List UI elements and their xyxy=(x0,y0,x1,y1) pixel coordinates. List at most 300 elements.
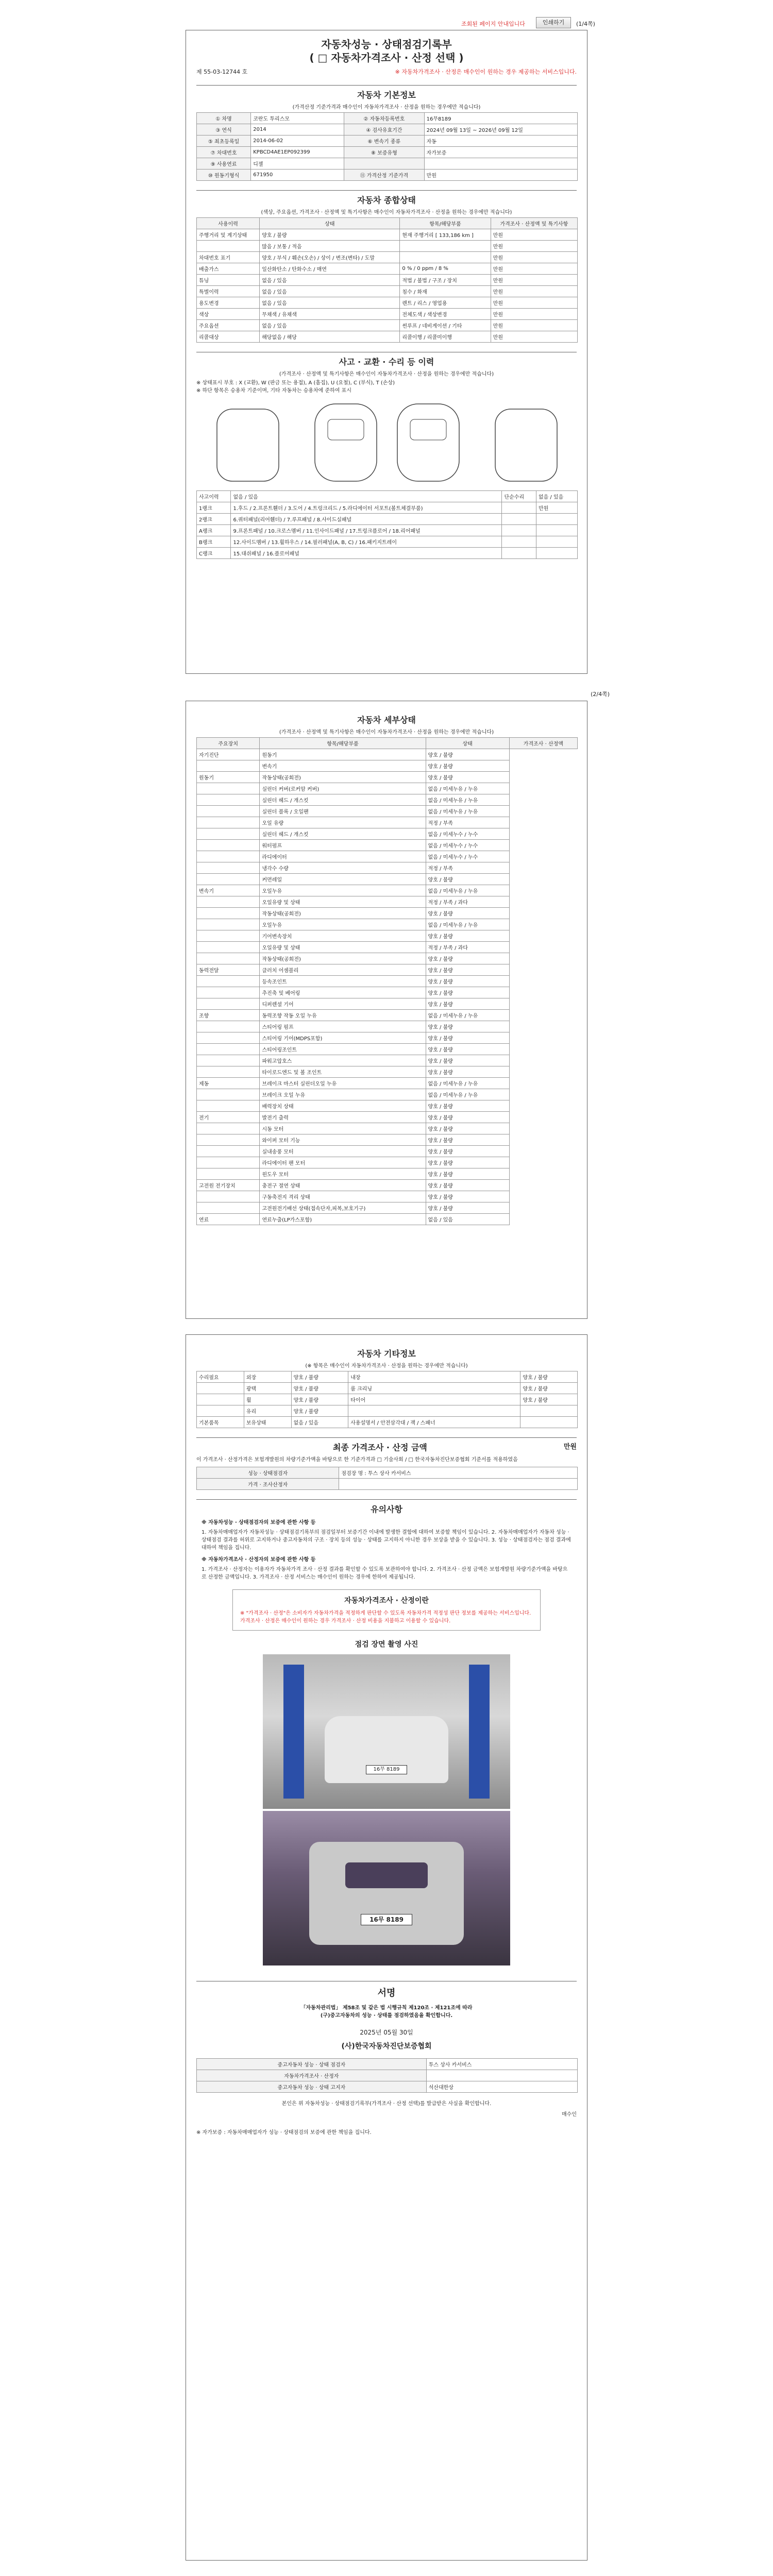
accident-row-cell: C랭크 xyxy=(197,548,231,559)
basic-info-row-cell: 16무8189 xyxy=(424,113,577,124)
car-top-front xyxy=(315,404,377,481)
summary-row-cell: 색상 xyxy=(197,309,260,320)
detail-row-cell: 양호 / 불량 xyxy=(426,1066,509,1078)
lift-post-left xyxy=(283,1665,304,1799)
detail-row-cell: 없음 / 미세누유 / 누유 xyxy=(426,794,509,806)
basic-info-row-cell: ⑤ 최초등록일 xyxy=(197,135,251,147)
print-button[interactable]: 인쇄하기 xyxy=(536,17,571,28)
accident-row-cell xyxy=(536,536,577,548)
detail-row-cell xyxy=(197,1168,260,1180)
detail-row-cell: 양호 / 불량 xyxy=(426,772,509,783)
other-info-row-cell: 유리 xyxy=(244,1405,291,1417)
other-info-row-cell: 기본품목 xyxy=(197,1417,244,1428)
top-toolbar xyxy=(0,15,773,30)
detail-row-cell xyxy=(197,930,260,942)
detail-row xyxy=(197,1078,578,1089)
basic-info-row-cell: ⑨ 사용연료 xyxy=(197,158,251,170)
detail-row-cell: 조향 xyxy=(197,1010,260,1021)
detail-row-cell: 양호 / 불량 xyxy=(426,1168,509,1180)
price-title xyxy=(196,1437,577,1453)
detail-row xyxy=(197,862,578,874)
basic-info-row-cell: ⑩ 원동기형식 xyxy=(197,170,251,181)
accident-row-cell xyxy=(536,514,577,525)
basic-info-row-cell: 2014-06-02 xyxy=(251,135,344,147)
report-page-2 xyxy=(186,691,610,1319)
accident-row-cell: 15.대쉬패널 / 16.플로어패널 xyxy=(231,548,502,559)
summary-row-cell: 해당없음 / 해당 xyxy=(260,331,400,343)
summary-row-cell: 렌트 / 리스 / 영업용 xyxy=(400,297,491,309)
accident-row-cell xyxy=(502,548,536,559)
detail-row-cell: 적정 / 부족 xyxy=(426,862,509,874)
inspection-photo-front xyxy=(263,1654,510,1809)
detail-row xyxy=(197,783,578,794)
detail-row-cell: 스티어링 기어(MDPS포함) xyxy=(260,1032,426,1044)
column-header: 상태 xyxy=(260,218,400,229)
basic-info-row-cell: 자가보증 xyxy=(424,147,577,158)
detail-row-cell: 원동기 xyxy=(197,772,260,783)
basic-info-row-cell: ⑦ 차대번호 xyxy=(197,147,251,158)
detail-row xyxy=(197,1180,578,1191)
detail-row-cell: 양호 / 불량 xyxy=(426,1157,509,1168)
detail-row-cell: 양호 / 불량 xyxy=(426,953,509,964)
detail-row-cell xyxy=(197,806,260,817)
detail-row-cell xyxy=(197,828,260,840)
detail-row xyxy=(197,1100,578,1112)
basic-info-row-cell xyxy=(344,158,425,170)
accident-row-cell: 단순수리 xyxy=(502,491,536,502)
summary-table xyxy=(196,217,578,343)
price-title-text: 최종 가격조사 · 산정 금액 xyxy=(332,1443,427,1452)
summary-row-cell: 일산화탄소 / 탄화수소 / 매연 xyxy=(260,263,400,275)
price-unit: 만원 xyxy=(563,1443,577,1451)
basic-info-row-cell: 2024년 09월 13일 ~ 2026년 09월 12일 xyxy=(424,124,577,135)
doc-note: ※ 자동차가격조사 · 산정은 매수인이 원하는 경우 제공하는 서비스입니다. xyxy=(395,69,577,75)
accident-row xyxy=(197,548,578,559)
detail-row-cell xyxy=(197,942,260,953)
accident-row-cell xyxy=(502,525,536,536)
detail-row xyxy=(197,806,578,817)
basic-info-row-cell: 만원 xyxy=(424,170,577,181)
detail-row xyxy=(197,885,578,896)
detail-row-cell xyxy=(197,1146,260,1157)
summary-row-cell: 만원 xyxy=(491,331,577,343)
detail-row xyxy=(197,908,578,919)
summary-row-cell xyxy=(400,252,491,263)
detail-row-cell: 실린더 헤드 / 개스킷 xyxy=(260,828,426,840)
detail-row-cell: 없음 / 미세누유 / 누유 xyxy=(426,783,509,794)
detail-row xyxy=(197,1123,578,1134)
detail-row-cell: 파워고압호스 xyxy=(260,1055,426,1066)
price-row-cell: 성능 · 상태점검자 xyxy=(197,1467,339,1479)
summary-row-cell: 만원 xyxy=(491,275,577,286)
other-info-table xyxy=(196,1371,578,1428)
sign-date: 2025년 05월 30일 xyxy=(360,2029,413,2036)
detail-row-cell xyxy=(197,783,260,794)
notice-heading-1: ※ 자동차성능 · 상태점검자의 보증에 관한 사항 등 xyxy=(201,1520,316,1526)
other-info-row xyxy=(197,1383,578,1394)
other-info-row-cell: 양호 / 불량 xyxy=(520,1371,578,1383)
car-side-left xyxy=(217,409,279,481)
detail-row-cell: 시동 모터 xyxy=(260,1123,426,1134)
buyer-label: 매수인 xyxy=(562,2112,577,2117)
detail-row-cell: 실린더 블록 / 오일팬 xyxy=(260,806,426,817)
summary-row-cell: 주요옵션 xyxy=(197,320,260,331)
car-rear-body xyxy=(309,1842,464,1945)
detail-title: 자동차 세부상태 xyxy=(357,715,416,725)
detail-row xyxy=(197,896,578,908)
accident-row xyxy=(197,502,578,514)
lift-post-right xyxy=(469,1665,490,1799)
doc-no-value: 55-03-12744 xyxy=(204,69,241,75)
summary-row-cell: 무채색 / 유채색 xyxy=(260,309,400,320)
detail-row-cell xyxy=(197,953,260,964)
price-row xyxy=(197,1479,578,1490)
other-info-row-cell: 양호 / 불량 xyxy=(291,1394,348,1405)
detail-row-cell: 없음 / 미세누유 / 누유 xyxy=(426,1078,509,1089)
detail-row-cell xyxy=(197,760,260,772)
other-info-row-cell: 광택 xyxy=(244,1383,291,1394)
detail-row-cell xyxy=(197,1100,260,1112)
detail-row-cell: 제동 xyxy=(197,1078,260,1089)
notice-title: 유의사항 xyxy=(196,1499,577,1515)
notice-block-1 xyxy=(201,1519,572,1552)
other-info-row-cell: 타이어 xyxy=(348,1394,520,1405)
other-info-row xyxy=(197,1394,578,1405)
report-page-1 xyxy=(186,30,587,674)
summary-row xyxy=(197,275,578,286)
basic-info-row xyxy=(197,135,578,147)
doc-number-row xyxy=(196,67,577,76)
other-info-row-cell: 내장 xyxy=(348,1371,520,1383)
info-title: 자동차가격조사 · 산정이란 xyxy=(344,1597,429,1605)
summary-row xyxy=(197,331,578,343)
detail-row-cell xyxy=(197,874,260,885)
detail-row xyxy=(197,1112,578,1123)
sign-row-cell: 석산대한상 xyxy=(426,2081,577,2093)
other-info-row-cell: 수리필요 xyxy=(197,1371,244,1383)
detail-row-cell xyxy=(197,987,260,998)
detail-row-cell: 기어변속장치 xyxy=(260,930,426,942)
detail-row-cell: 변속기 xyxy=(197,885,260,896)
detail-note: (가격조사 · 산정액 및 특기사항은 매수인이 자동차가격조사 · 산정을 원하는 경우에만 적습니다) xyxy=(279,730,494,735)
other-info-row-cell: 양호 / 불량 xyxy=(291,1371,348,1383)
accident-row-cell: 없음 / 있음 xyxy=(536,491,577,502)
notice-block-2 xyxy=(201,1556,572,1581)
detail-row-cell xyxy=(197,919,260,930)
summary-row-cell: 만원 xyxy=(491,229,577,241)
price-note: 이 가격조사 · 산정가격은 보험개발원의 차량기준가액을 바탕으로 한 기준가격과 □ 기술사회 / □ 한국자동차진단보증협회 기준서를 적용하였음 xyxy=(196,1457,518,1463)
detail-row-cell: 없음 / 미세누유 / 누유 xyxy=(426,1010,509,1021)
inspection-photo-rear xyxy=(263,1811,510,1965)
detail-row-cell: 작동상태(공회전) xyxy=(260,772,426,783)
detail-row-cell xyxy=(197,1191,260,1202)
other-info-row xyxy=(197,1417,578,1428)
summary-row-cell: 만원 xyxy=(491,286,577,297)
basic-info-row-cell xyxy=(424,158,577,170)
report-title-sub: ( □ 자동차가격조사 · 산정 선택 ) xyxy=(309,52,464,64)
column-header: 항목/해당부품 xyxy=(260,738,426,749)
detail-row-cell: 양호 / 불량 xyxy=(426,976,509,987)
detail-row-cell: 연료 xyxy=(197,1214,260,1225)
other-info-row xyxy=(197,1405,578,1417)
car-windshield xyxy=(328,419,364,440)
page-notice: 조회된 페이지 안내입니다 xyxy=(461,21,525,27)
detail-row xyxy=(197,874,578,885)
summary-row-cell: 없음 / 있음 xyxy=(260,275,400,286)
detail-row-cell xyxy=(197,1066,260,1078)
detail-row-cell xyxy=(197,851,260,862)
doc-no-label: 제 xyxy=(196,69,202,75)
summary-row-cell: 전체도색 / 색상변경 xyxy=(400,309,491,320)
detail-row xyxy=(197,1146,578,1157)
detail-row xyxy=(197,1021,578,1032)
license-plate-rear: 16무 8189 xyxy=(361,1914,412,1925)
detail-row-cell: 클러치 어셈블리 xyxy=(260,964,426,976)
column-header: 항목/해당부품 xyxy=(400,218,491,229)
summary-row-cell: 만원 xyxy=(491,252,577,263)
other-info-row-cell: 외장 xyxy=(244,1371,291,1383)
summary-row xyxy=(197,229,578,241)
detail-row xyxy=(197,964,578,976)
detail-row-cell xyxy=(197,1157,260,1168)
detail-row-cell: 적정 / 부족 xyxy=(426,817,509,828)
detail-row-cell: 오일누유 xyxy=(260,885,426,896)
summary-row xyxy=(197,297,578,309)
detail-row-cell: 동력전달 xyxy=(197,964,260,976)
car-outline-svg xyxy=(196,399,578,486)
other-info-row-cell xyxy=(348,1405,520,1417)
summary-row-cell: 튜닝 xyxy=(197,275,260,286)
detail-row-cell: 양호 / 불량 xyxy=(426,1191,509,1202)
detail-row-cell: 충전구 절연 상태 xyxy=(260,1180,426,1191)
detail-row xyxy=(197,1168,578,1180)
summary-row xyxy=(197,263,578,275)
detail-row-cell: 스티어링 펌프 xyxy=(260,1021,426,1032)
accident-row-cell: 12.사이드멤버 / 13.휠하우스 / 14.필러패널(A, B, C) / 16.패키지트레이 xyxy=(231,536,502,548)
notice-heading-2: ※ 자동차가격조사 · 산정자의 보증에 관한 사항 등 xyxy=(201,1557,316,1563)
summary-row xyxy=(197,286,578,297)
basic-info-row-cell: ③ 연식 xyxy=(197,124,251,135)
accident-row-cell: 2랭크 xyxy=(197,514,231,525)
accident-row-cell: 사고이력 xyxy=(197,491,231,502)
detail-row-cell: 양호 / 불량 xyxy=(426,760,509,772)
accident-legend xyxy=(196,379,577,395)
detail-row xyxy=(197,1157,578,1168)
summary-row-cell xyxy=(197,241,260,252)
other-info-row-cell xyxy=(520,1417,578,1428)
detail-row-cell xyxy=(197,1123,260,1134)
detail-row-cell: 고전원전기배선 상태(접속단자,피복,보호기구) xyxy=(260,1202,426,1214)
detail-row xyxy=(197,851,578,862)
accident-row-cell: 9.프론트패널 / 10.크로스멤버 / 11.인사이드패널 / 17.트렁크플로어 / 18.리어패널 xyxy=(231,525,502,536)
detail-row-cell: 양호 / 불량 xyxy=(426,1180,509,1191)
sign-row xyxy=(197,2081,578,2093)
detail-row-cell: 양호 / 불량 xyxy=(426,964,509,976)
summary-row-cell: 없음 / 있음 xyxy=(260,320,400,331)
report-title xyxy=(186,38,587,64)
detail-table xyxy=(196,737,578,1225)
detail-row-cell xyxy=(197,862,260,874)
summary-row-cell: 용도변경 xyxy=(197,297,260,309)
basic-info-row-cell: ⑪ 가격산정 기준가격 xyxy=(344,170,425,181)
sign-row-cell: 자동차가격조사 · 산정자 xyxy=(197,2070,427,2081)
basic-info-row-cell: 671950 xyxy=(251,170,344,181)
summary-row-cell: 침수 / 화재 xyxy=(400,286,491,297)
detail-row-cell: 양호 / 불량 xyxy=(426,1021,509,1032)
basic-info-row-cell: ⑧ 보증유형 xyxy=(344,147,425,158)
doc-no-suffix: 호 xyxy=(242,69,248,75)
basic-info-row xyxy=(197,124,578,135)
basic-info-title: 자동차 기본정보 xyxy=(196,85,577,100)
other-info-row-cell xyxy=(520,1405,578,1417)
sign-statement-1: 「자동차관리법」 제58조 및 같은 법 시행규칙 제120조 · 제121조에 따라 xyxy=(300,2005,473,2011)
other-info-row-cell xyxy=(197,1383,244,1394)
detail-row-cell: 없음 / 미세누유 / 누유 xyxy=(426,919,509,930)
sign-title: 서명 xyxy=(196,1981,577,1999)
accident-row-cell xyxy=(502,502,536,514)
detail-row-cell: 냉각수 수량 xyxy=(260,862,426,874)
sign-organization: (사)한국자동차진단보증협회 xyxy=(341,2042,432,2050)
detail-row-cell: 연료누출(LP가스포함) xyxy=(260,1214,426,1225)
accident-row-cell xyxy=(536,525,577,536)
car-top-rear xyxy=(397,404,459,481)
bottom-note: ※ 자가보증 : 자동차매매업자가 성능 · 상태점검의 보증에 관한 책임을 집니다. xyxy=(196,2130,372,2136)
basic-info-row xyxy=(197,170,578,181)
accident-title: 사고 · 교환 · 수리 등 이력 xyxy=(196,352,577,367)
page-number: (1/4쪽) xyxy=(576,21,595,27)
accident-row-cell: B랭크 xyxy=(197,536,231,548)
sign-footer: 본인은 위 자동차성능 · 상태점검기록부(가격조사 · 산정 선택)를 발급받은 사실을 확인합니다. xyxy=(281,2101,492,2107)
other-info-row-cell: 양호 / 불량 xyxy=(520,1383,578,1394)
detail-row xyxy=(197,1010,578,1021)
summary-row-cell: 차대번호 표기 xyxy=(197,252,260,263)
column-header: 주요장치 xyxy=(197,738,260,749)
price-row-cell: 가격 · 조사산정자 xyxy=(197,1479,339,1490)
detail-row-cell: 양호 / 불량 xyxy=(426,874,509,885)
detail-row xyxy=(197,1134,578,1146)
detail-row-cell: 적정 / 부족 / 과다 xyxy=(426,896,509,908)
basic-info-row xyxy=(197,113,578,124)
price-row xyxy=(197,1467,578,1479)
basic-info-note: (가격산정 기준가격과 매수인이 자동차가격조사 · 산정을 원하는 경우에만 적습니다) xyxy=(292,105,481,110)
basic-info-row-cell: 2014 xyxy=(251,124,344,135)
summary-title: 자동차 종합상태 xyxy=(196,190,577,206)
detail-row-cell: 배력장치 상태 xyxy=(260,1100,426,1112)
accident-row-cell: 없음 / 있음 xyxy=(231,491,502,502)
accident-row-cell xyxy=(502,536,536,548)
accident-row-cell: 1랭크 xyxy=(197,502,231,514)
detail-row-cell: 양호 / 불량 xyxy=(426,1123,509,1134)
detail-row-cell xyxy=(197,1032,260,1044)
accident-row-cell: 6.쿼터패널(리어휀더) / 7.루프패널 / 8.사이드실패널 xyxy=(231,514,502,525)
detail-row-cell: 라디에이터 팬 모터 xyxy=(260,1157,426,1168)
detail-row xyxy=(197,1066,578,1078)
detail-row-cell: 양호 / 불량 xyxy=(426,987,509,998)
basic-info-row-cell: ④ 검사유효기간 xyxy=(344,124,425,135)
other-info-row-cell: 양호 / 불량 xyxy=(520,1394,578,1405)
detail-row-cell xyxy=(197,896,260,908)
price-row-cell xyxy=(339,1479,578,1490)
detail-row xyxy=(197,1089,578,1100)
summary-row-cell: 썬루프 / 네비게이션 / 기타 xyxy=(400,320,491,331)
detail-row xyxy=(197,1214,578,1225)
detail-row xyxy=(197,1191,578,1202)
detail-row-cell: 윈도우 모터 xyxy=(260,1168,426,1180)
detail-row-cell xyxy=(197,1021,260,1032)
detail-row-cell: 워터펌프 xyxy=(260,840,426,851)
doc-number xyxy=(196,67,247,76)
car-rear-glass xyxy=(345,1862,428,1888)
detail-row-cell: 디퍼렌셜 기어 xyxy=(260,998,426,1010)
column-header: 가격조사 · 산정액 및 특기사항 xyxy=(491,218,577,229)
accident-row-cell xyxy=(536,548,577,559)
detail-row-cell: 스티어링조인트 xyxy=(260,1044,426,1055)
notice-body-1: 1. 자동차매매업자가 자동차성능 · 상태점검기록부의 점검일부터 보증기간 이내에 발생한 결함에 대하여 보증할 책임이 있습니다. 2. 자동차매매업자가 자동차 성능 · 상태점검 결과를 허위로 고지하거나 중고자동차의 구조 · 장치 등의 성능 · 상태를 고지하지 아니한 경우 보상을 받을 수 있습니다. 3. 성능 · 상태점검자는 점검 결과에 대하여 책임을 집니다. xyxy=(201,1530,571,1551)
basic-info-row-cell: ⑥ 변속기 종류 xyxy=(344,135,425,147)
detail-row-cell: 브레이크 마스터 실린더오일 누유 xyxy=(260,1078,426,1089)
detail-row xyxy=(197,942,578,953)
detail-row-cell: 작동상태(공회전) xyxy=(260,908,426,919)
summary-row-cell: 많음 / 보통 / 적음 xyxy=(260,241,400,252)
detail-row xyxy=(197,1202,578,1214)
sign-row xyxy=(197,2059,578,2070)
detail-row-cell: 타이로드엔드 및 볼 조인트 xyxy=(260,1066,426,1078)
detail-row-cell xyxy=(197,1202,260,1214)
detail-row-cell: 없음 / 미세누수 / 누수 xyxy=(426,840,509,851)
detail-row-cell: 양호 / 불량 xyxy=(426,1146,509,1157)
detail-row xyxy=(197,953,578,964)
detail-row-cell: 발전기 출력 xyxy=(260,1112,426,1123)
detail-row-cell: 적정 / 부족 / 과다 xyxy=(426,942,509,953)
detail-row-cell: 양호 / 불량 xyxy=(426,930,509,942)
detail-row-cell xyxy=(197,1089,260,1100)
summary-row-cell: 없음 / 있음 xyxy=(260,297,400,309)
detail-row-cell: 없음 / 미세누유 / 누유 xyxy=(426,885,509,896)
column-header: 사용이력 xyxy=(197,218,260,229)
detail-row-cell: 실린더 헤드 / 개스킷 xyxy=(260,794,426,806)
summary-row xyxy=(197,320,578,331)
summary-row-cell: 양호 / 부식 / 훼손(오손) / 상이 / 변조(변타) / 도말 xyxy=(260,252,400,263)
summary-row xyxy=(197,309,578,320)
sign-statement xyxy=(186,2004,587,2020)
summary-row-cell xyxy=(400,241,491,252)
detail-row-cell: 없음 / 미세누유 / 누유 xyxy=(426,806,509,817)
accident-row-cell: A랭크 xyxy=(197,525,231,536)
detail-row-cell: 없음 / 미세누수 / 누수 xyxy=(426,828,509,840)
column-header: 가격조사 · 산정액 xyxy=(509,738,577,749)
detail-row-cell: 동력조향 작동 오일 누유 xyxy=(260,1010,426,1021)
summary-row-cell: 양호 / 불량 xyxy=(260,229,400,241)
detail-row xyxy=(197,987,578,998)
detail-row-cell: 양호 / 불량 xyxy=(426,1032,509,1044)
summary-note: (색상, 주요옵션, 가격조사 · 산정액 및 특기사항은 매수인이 자동차가격조사 · 산정을 원하는 경우에만 적습니다) xyxy=(261,210,512,215)
detail-row xyxy=(197,794,578,806)
detail-row-cell xyxy=(197,1134,260,1146)
detail-row-cell: 커먼레일 xyxy=(260,874,426,885)
detail-row xyxy=(197,1055,578,1066)
summary-row-cell: 없음 / 있음 xyxy=(260,286,400,297)
other-info-row-cell xyxy=(197,1394,244,1405)
detail-row-cell: 양호 / 불량 xyxy=(426,908,509,919)
basic-info-row xyxy=(197,147,578,158)
detail-row-cell xyxy=(197,908,260,919)
license-plate-front: 16무 8189 xyxy=(366,1765,407,1774)
accident-row xyxy=(197,525,578,536)
other-info-row-cell: 휠 xyxy=(244,1394,291,1405)
other-info-row-cell xyxy=(197,1405,244,1417)
report-page-3 xyxy=(186,1334,587,2561)
detail-row-cell: 브레이크 오일 누유 xyxy=(260,1089,426,1100)
